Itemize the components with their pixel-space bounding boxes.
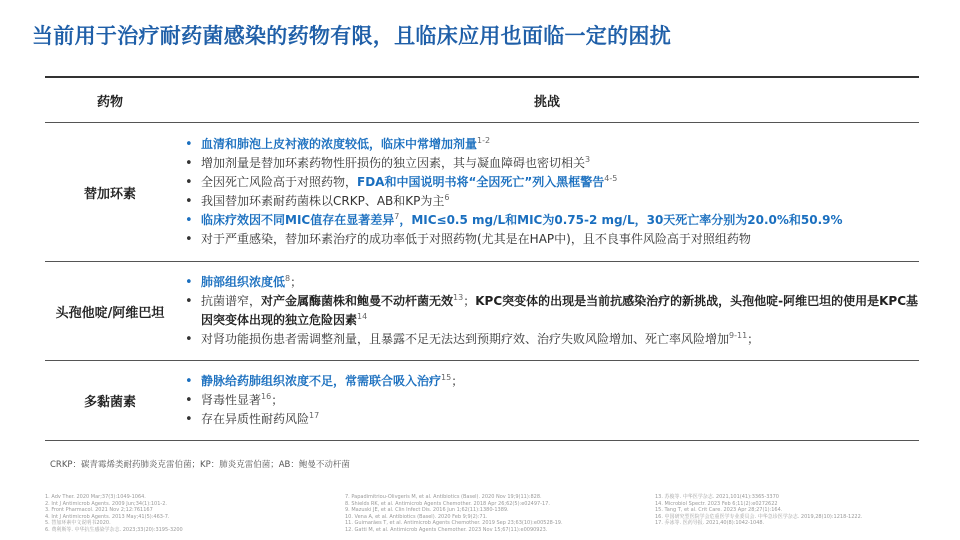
challenge-text: 肾毒性显著 xyxy=(201,393,262,407)
challenge-text: ； xyxy=(747,332,760,346)
table-row xyxy=(45,262,919,360)
challenge-item xyxy=(185,173,919,192)
challenge-item xyxy=(185,192,919,211)
citation-ref: 14 xyxy=(357,312,368,321)
challenge-item xyxy=(185,410,919,429)
challenge-text: ； xyxy=(290,275,303,289)
reference-item: 11. Guimarães T, et al. Antimicrob Agents Chemother. 2019 Sep 23;63(10):e00528-19. xyxy=(345,520,563,527)
table-bottom-rule xyxy=(45,440,919,441)
reference-item: 15. Tang T, et al. Crit Care. 2023 Apr 28;27(1):164. xyxy=(655,507,783,514)
challenge-text: 血清和肺泡上皮衬液的浓度较低，临床中常增加剂量 xyxy=(201,137,478,151)
references-column-1 xyxy=(45,494,183,534)
citation-ref: 7 xyxy=(394,212,400,221)
challenge-text: 抗菌谱窄， xyxy=(201,294,262,308)
reference-item: 10. Vena A, et al. Antibiotics (Basel). 2020 Feb 9;9(2):71. xyxy=(345,513,488,520)
drug-challenge-table xyxy=(45,76,919,441)
challenge-item xyxy=(185,292,919,330)
header-drug: 药物 xyxy=(96,94,123,110)
reference-item: 6. 费利斯等. 中华抗生感染学杂志. 2023;33(20):3195-3200 xyxy=(45,526,183,533)
citation-ref: 4-5 xyxy=(604,174,618,183)
challenge-list xyxy=(185,372,919,429)
citation-ref: 9-11 xyxy=(729,331,748,340)
reference-item: 3. Front Pharmacol. 2021 Nov 2;12:761167 xyxy=(45,507,153,514)
reference-item: 17. 乔冰等. 医药导报. 2021,40(8):1042-1048. xyxy=(655,520,765,527)
drug-name: 头孢他啶/阿维巴坦 xyxy=(55,305,165,321)
citation-ref: 3 xyxy=(585,155,591,164)
citation-ref: 13 xyxy=(453,293,464,302)
reference-item: 8. Shields RK, et al. Antimicrob Agents Chemother. 2018 Apr 26;62(5):e02497-17. xyxy=(345,500,550,507)
challenge-cell xyxy=(175,372,919,429)
citation-ref: 17 xyxy=(309,411,320,420)
challenge-text: ； xyxy=(271,393,284,407)
bullet-icon: • xyxy=(185,332,193,347)
challenge-text: ； xyxy=(451,374,464,388)
reference-item: 2. Int J Antimicrob Agents. 2009 Jun;34(1):101-2. xyxy=(45,500,167,507)
challenge-text: 静脉给药肺组织浓度不足，常需联合吸入治疗 xyxy=(201,374,442,388)
challenge-text: ； xyxy=(463,294,476,308)
bullet-icon: • xyxy=(185,393,193,408)
challenge-item xyxy=(185,230,919,249)
reference-item: 12. Gatti M, et al. Antimicrob Agents Chemother. 2023 Nov 15;67(11):e0090923. xyxy=(345,526,548,533)
citation-ref: 15 xyxy=(441,373,452,382)
challenge-item xyxy=(185,391,919,410)
bullet-icon: • xyxy=(185,175,193,190)
challenge-item xyxy=(185,211,919,230)
page-title: 当前用于治疗耐药菌感染的药物有限，且临床应用也面临一定的困扰 xyxy=(32,24,671,48)
challenge-cell xyxy=(175,273,919,349)
bullet-icon: • xyxy=(185,275,193,290)
reference-item: 9. Mazuski JE, et al. Clin Infect Dis. 2016 Jun 1;62(11):1380-1389. xyxy=(345,507,509,514)
challenge-text: 存在异质性耐药风险 xyxy=(201,412,310,426)
challenge-text: 我国替加环素耐药菌株以CRKP、AB和KP为主 xyxy=(201,194,445,208)
drug-name: 多黏菌素 xyxy=(83,395,136,410)
challenge-text: 全因死亡风险高于对照药物， xyxy=(201,175,358,189)
reference-item: 16. 中国研究型医院学会危重医学专业委员会. 中华急诊医学杂志. 2019,28(10):1218-1222. xyxy=(655,513,863,520)
bullet-icon: • xyxy=(185,137,193,152)
challenge-text: ，MIC≤0.5 mg/L和MIC为0.75-2 mg/L，30天死亡率分别为20.0%和50.9% xyxy=(399,213,843,227)
reference-item: 5. 替加环素中文说明书2020. xyxy=(45,520,111,527)
bullet-icon: • xyxy=(185,412,193,427)
challenge-item xyxy=(185,273,919,292)
citation-ref: 8 xyxy=(285,274,291,283)
references-column-3 xyxy=(655,494,862,527)
reference-item: 1. Adv Ther. 2020 Mar;37(3):1049-1064. xyxy=(45,494,146,500)
challenge-text: KPC突变体的出现是当前抗感染治疗的新挑战，头孢他啶-阿维巴坦的使用是KPC基因突变体出现的独立危险因素 xyxy=(201,294,919,327)
drug-name: 替加环素 xyxy=(83,186,136,202)
bullet-icon: • xyxy=(185,156,193,171)
header-challenge: 挑战 xyxy=(533,94,560,110)
challenge-list xyxy=(185,135,919,249)
challenge-item xyxy=(185,372,919,391)
challenge-item xyxy=(185,154,919,173)
references-column-2 xyxy=(345,494,563,534)
challenge-text: 对于严重感染，替加环素治疗的成功率低于对照药物(尤其是在HAP中)，且不良事件风险高于对照组药物 xyxy=(201,232,751,246)
abbreviation-note: CRKP：碳青霉烯类耐药肺炎克雷伯菌；KP：肺炎克雷伯菌；AB：鲍曼不动杆菌 xyxy=(50,460,350,470)
challenge-cell xyxy=(175,135,919,249)
citation-ref: 6 xyxy=(444,193,450,202)
challenge-item xyxy=(185,330,919,349)
reference-item: 13. 苏俊等. 中华医学杂志. 2021,101(41):3365-3370 xyxy=(655,494,779,500)
citation-ref: 16 xyxy=(261,392,272,401)
bullet-icon: • xyxy=(185,213,193,228)
citation-ref: 1-2 xyxy=(477,136,491,145)
bullet-icon: • xyxy=(185,232,193,247)
table-row xyxy=(45,361,919,440)
reference-item: 7. Papadimitriou-Olivgeris M, et al. Antibiotics (Basel). 2020 Nov 19;9(11):828. xyxy=(345,494,542,500)
challenge-item xyxy=(185,135,919,154)
challenge-text: FDA和中国说明书将“全因死亡”列入黑框警告 xyxy=(357,175,605,189)
challenge-text: 对产金属酶菌株和鲍曼不动杆菌无效 xyxy=(261,294,454,308)
challenge-text: 对肾功能损伤患者需调整剂量，且暴露不足无法达到预期疗效、治疗失败风险增加、死亡率风险增加 xyxy=(201,332,730,346)
challenge-text: 增加剂量是替加环素药物性肝损伤的独立因素，其与凝血障碍也密切相关 xyxy=(201,156,586,170)
table-header-row xyxy=(45,78,919,122)
bullet-icon: • xyxy=(185,194,193,209)
reference-item: 4. Int J Antimicrob Agents. 2013 May;41(5):463-7. xyxy=(45,513,170,520)
bullet-icon: • xyxy=(185,294,193,309)
reference-item: 14. Microbiol Spectr. 2023 Feb 6;11(2):e0272622 xyxy=(655,500,778,507)
challenge-text: 临床疗效因不同MIC值存在显著差异 xyxy=(201,213,395,227)
challenge-list xyxy=(185,273,919,349)
bullet-icon: • xyxy=(185,374,193,389)
challenge-text: 肺部组织浓度低 xyxy=(201,275,286,289)
table-row xyxy=(45,123,919,261)
